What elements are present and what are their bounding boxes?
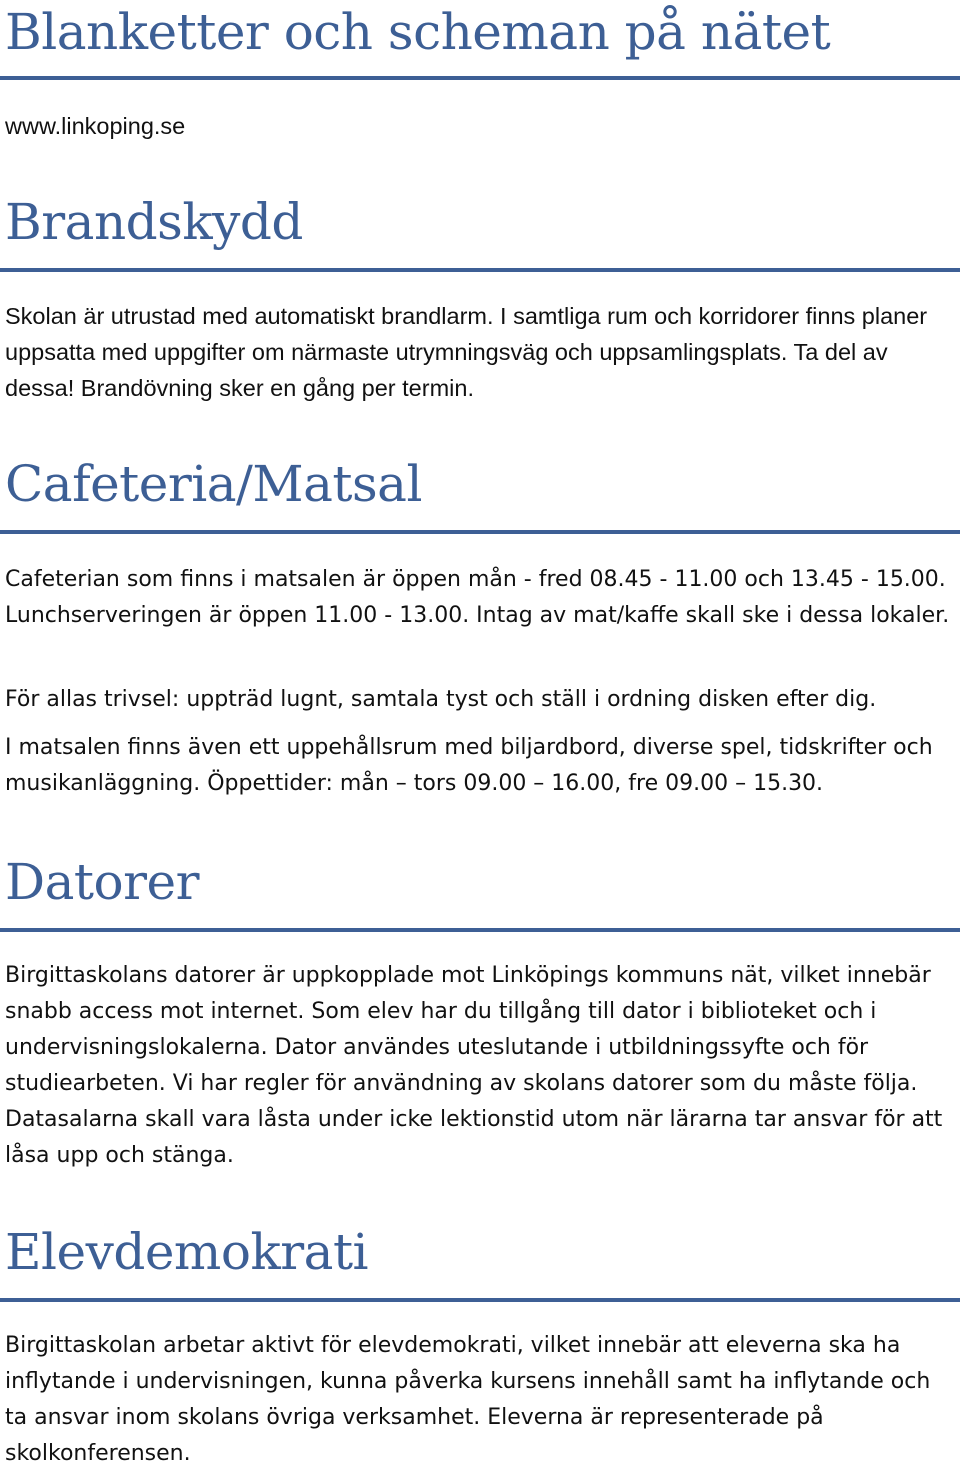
divider-cafeteria	[0, 530, 960, 534]
divider-datorer	[0, 928, 960, 932]
heading-brandskydd: Brandskydd	[5, 193, 303, 251]
divider-elevdemokrati	[0, 1298, 960, 1302]
heading-blanketter: Blanketter och scheman på nätet	[5, 3, 831, 61]
heading-datorer: Datorer	[5, 853, 199, 911]
paragraph-cafeteria-hours: Cafeterian som finns i matsalen är öppen mån - fred 08.45 - 11.00 och 13.45 - 15.00. Lunchserveringen är öppen 11.00 - 13.00. Intag av mat/kaffe skall ske i dessa lokaler.	[5, 567, 950, 628]
link-linkoping[interactable]: www.linkoping.se	[5, 113, 186, 139]
paragraph-brandskydd: Skolan är utrustad med automatiskt brandlarm. I samtliga rum och korridorer finns planer uppsatta med uppgifter om närmaste utrymningsväg och uppsamlingsplats. Ta del av dessa! Brandövning sker en gång per termin.	[5, 303, 928, 401]
divider-blanketter	[0, 76, 960, 80]
paragraph-elevdemokrati: Birgittaskolan arbetar aktivt för elevdemokrati, vilket innebär att eleverna ska ha inflytande i undervisningen, kunna påverka kursens innehåll samt ha inflytande och ta ansvar inom skolans övriga verksamhet. Eleverna är representerade på skolkonferensen.	[5, 1333, 931, 1466]
divider-brandskydd	[0, 268, 960, 272]
heading-elevdemokrati: Elevdemokrati	[5, 1223, 369, 1281]
paragraph-cafeteria-uppehallsrum: I matsalen finns även ett uppehållsrum med biljardbord, diverse spel, tidskrifter och musikanläggning. Öppettider: mån – tors 09.00 – 16.00, fre 09.00 – 15.30.	[5, 735, 933, 796]
paragraph-datorer: Birgittaskolans datorer är uppkopplade mot Linköpings kommuns nät, vilket innebär snabb access mot internet. Som elev har du tillgång till dator i biblioteket och i undervisningslokalerna. Dator användes uteslutande i utbildningssyfte och för studiearbeten. Vi har regler för användning av skolans datorer som du måste följa. Datasalarna skall vara låsta under icke lektionstid utom när lärarna tar ansvar för att låsa upp och stänga.	[5, 963, 943, 1168]
paragraph-cafeteria-trivsel: För allas trivsel: uppträd lugnt, samtala tyst och ställ i ordning disken efter dig.	[5, 687, 877, 712]
heading-cafeteria: Cafeteria/Matsal	[5, 455, 422, 513]
